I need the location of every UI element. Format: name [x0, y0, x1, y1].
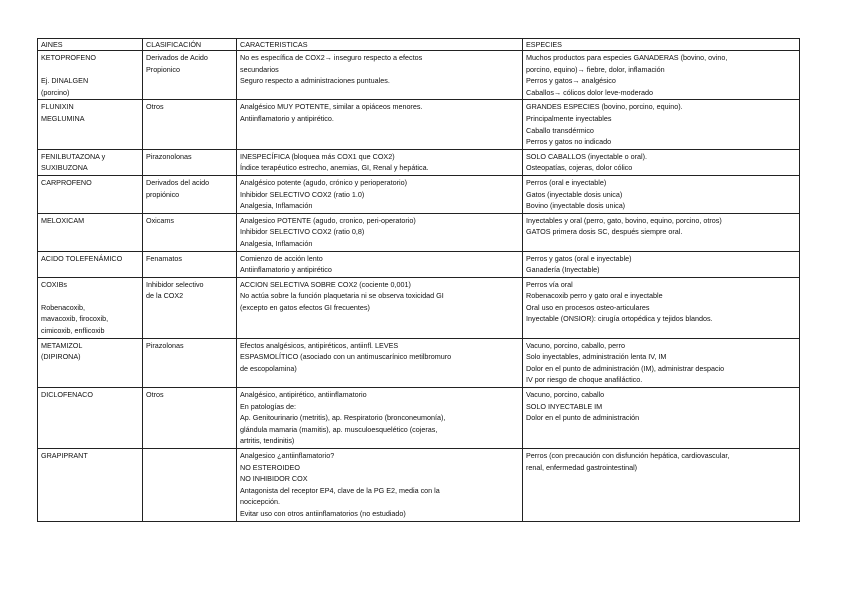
cell-clasificacion [143, 100, 237, 149]
cell-aines [38, 100, 143, 149]
cell-line: Oral uso en procesos osteo-articulares [526, 302, 650, 312]
cell-line: Perros y gatos→ analgésico [526, 76, 616, 86]
cell-line: Pirazolonas [146, 340, 184, 350]
cell-line: ESPASMOLÍTICO (asociado con un antimuscarínico metilbromuro [240, 352, 452, 362]
cell-line: Pirazonolonas [146, 151, 192, 161]
cell-line: propiónico [146, 189, 180, 199]
cell-line: (DIPIRONA) [41, 352, 81, 362]
cell-line: Inhibidor SELECTIVO COX2 (ratio 1.0) [240, 189, 365, 199]
header-clasificacion: CLASIFICACIÓN [143, 39, 237, 51]
cell-line: Analgésico potente (agudo, crónico y perioperatorio) [240, 177, 408, 187]
cell-line: Perros y gatos (oral e inyectable) [526, 253, 632, 263]
cell-line: de escopolamina) [240, 363, 297, 373]
cell-line: Analgesico ¿antiinflamatorio? [240, 451, 335, 460]
cell-line: En patologías de: [240, 401, 296, 411]
cell-line: Caballos→ cólicos dolor leve-moderado [526, 87, 654, 97]
cell-line: (excepto en gatos efectos GI frecuentes) [240, 302, 370, 312]
cell-caracteristicas [237, 213, 523, 251]
cell-line: NO INHIBIDOR COX [240, 474, 308, 484]
cell-line: Seguro respecto a administraciones puntuales. [240, 76, 390, 86]
cell-line: DICLOFENACO [41, 390, 93, 400]
cell-line: Dolor en el punto de administración (IM), administrar despacio [526, 363, 725, 373]
cell-clasificacion [143, 149, 237, 175]
cell-line: MEGLUMINA [41, 113, 85, 123]
cell-line: Dolor en el punto de administración [526, 413, 640, 423]
cell-line: Antagonista del receptor EP4, clave de la PG E2, media con la [240, 485, 440, 495]
cell-line: Vacuno, porcino, caballo, perro [526, 340, 625, 350]
cell-line: Inyectables y oral (perro, gato, bovino, equino, porcino, otros) [526, 215, 722, 225]
cell-aines [38, 277, 143, 338]
cell-line: FENILBUTAZONA y [41, 151, 106, 161]
cell-caracteristicas [237, 251, 523, 277]
table-row [38, 449, 800, 522]
cell-line: No actúa sobre la función plaquetaria ni se observa toxicidad GI [240, 291, 444, 301]
table-row [38, 100, 800, 149]
cell-line: Derivados de Acido [146, 53, 208, 62]
cell-line: glándula mamaria (mamitis), ap. musculoesquelético (cojeras, [240, 424, 438, 434]
cell-aines [38, 251, 143, 277]
cell-line: artritis, tendinitis) [240, 436, 295, 446]
cell-line: COXIBs [41, 279, 67, 289]
cell-line: Antiinflamatorio y antipirético. [240, 113, 334, 123]
cell-line: FLUNIXIN [41, 102, 74, 112]
table-row [38, 149, 800, 175]
cell-line: No es específica de COX2→ inseguro respecto a efectos [240, 53, 423, 62]
cell-line: mavacoxib, firocoxib, [41, 314, 109, 324]
cell-caracteristicas [237, 388, 523, 449]
cell-line: Osteopatías, cojeras, dolor cólico [526, 163, 633, 173]
cell-line: Perros (oral e inyectable) [526, 177, 607, 187]
table-row [38, 277, 800, 338]
cell-line: GRAPIPRANT [41, 451, 88, 460]
cell-line [41, 64, 139, 76]
cell-line: Bovino (inyectable dosis unica) [526, 201, 626, 211]
cell-line: Perros (con precaución con disfunción hepática, cardiovascular, [526, 451, 730, 460]
cell-especies [523, 175, 800, 213]
cell-line: porcino, equino)→ fiebre, dolor, inflamación [526, 64, 665, 74]
cell-line: SOLO INYECTABLE IM [526, 401, 603, 411]
cell-especies [523, 51, 800, 100]
cell-especies [523, 100, 800, 149]
table-row [38, 388, 800, 449]
cell-line: Vacuno, porcino, caballo [526, 390, 605, 400]
table-row [38, 338, 800, 387]
header-especies: ESPECIES [523, 39, 800, 51]
cell-line: IV por riesgo de choque anafiláctico. [526, 375, 643, 385]
cell-line: SOLO CABALLOS (inyectable o oral). [526, 151, 648, 161]
cell-line: renal, enfermedad gastrointestinal) [526, 462, 638, 472]
table-body [38, 51, 800, 522]
header-aines: AINES [38, 39, 143, 51]
cell-aines [38, 338, 143, 387]
cell-line: ACIDO TOLEFENÁMICO [41, 253, 123, 263]
cell-line: Analgesico POTENTE (agudo, cronico, peri-operatorio) [240, 215, 416, 225]
cell-especies [523, 213, 800, 251]
cell-line: Ganadería (Inyectable) [526, 265, 600, 275]
cell-caracteristicas [237, 175, 523, 213]
cell-especies [523, 449, 800, 522]
nsaid-table [37, 38, 800, 522]
cell-line: Solo inyectables, administración lenta IV, IM [526, 352, 667, 362]
cell-line: Caballo transdérmico [526, 125, 594, 135]
cell-line: NO ESTEROIDEO [240, 462, 300, 472]
cell-line: Robenacoxib perro y gato oral e inyectable [526, 291, 663, 301]
table-row [38, 51, 800, 100]
cell-line: Analgésico MUY POTENTE, similar a opiáceos menores. [240, 102, 423, 112]
cell-especies [523, 388, 800, 449]
cell-caracteristicas [237, 51, 523, 100]
cell-line: MELOXICAM [41, 215, 85, 225]
cell-line: Analgésico, antipirético, antiinflamatorio [240, 390, 367, 400]
cell-clasificacion [143, 277, 237, 338]
cell-line: Ej. DINALGEN [41, 76, 89, 86]
cell-line: Antiinflamatorio y antipirético [240, 265, 332, 275]
cell-especies [523, 338, 800, 387]
cell-line: KETOPROFENO [41, 53, 96, 62]
cell-line [41, 290, 139, 302]
cell-aines [38, 51, 143, 100]
cell-line: Otros [146, 102, 164, 112]
cell-clasificacion [143, 449, 237, 522]
cell-line: Oxicams [146, 215, 174, 225]
cell-line: Evitar uso con otros antiinflamatorios (no estudiado) [240, 508, 406, 518]
cell-line: de la COX2 [146, 291, 184, 301]
cell-aines [38, 175, 143, 213]
cell-clasificacion [143, 213, 237, 251]
header-row [38, 39, 800, 51]
cell-clasificacion [143, 175, 237, 213]
cell-especies [523, 277, 800, 338]
cell-line: Robenacoxib, [41, 302, 85, 312]
cell-especies [523, 149, 800, 175]
table-row [38, 175, 800, 213]
cell-line: cimicoxib, enflicoxib [41, 326, 105, 336]
cell-line: Ap. Genitourinario (metritis), ap. Respiratorio (bronconeumonía), [240, 413, 446, 423]
cell-line: Propionico [146, 64, 180, 74]
cell-line: METAMIZOL [41, 340, 83, 350]
cell-line: ACCION SELECTIVA SOBRE COX2 (cociente 0,001) [240, 279, 411, 289]
cell-especies [523, 251, 800, 277]
cell-caracteristicas [237, 277, 523, 338]
cell-line: Inhibidor selectivo [146, 279, 204, 289]
cell-line: (porcino) [41, 87, 70, 97]
cell-line: Analgesia, Inflamación [240, 201, 313, 211]
cell-line: CARPROFENO [41, 177, 92, 187]
cell-line: Analgesia, Inflamación [240, 238, 313, 248]
cell-line: Gatos (inyectable dosis unica) [526, 189, 623, 199]
cell-clasificacion [143, 251, 237, 277]
cell-line: Inyectable (ONSIOR): cirugía ortopédica y tejidos blandos. [526, 314, 713, 324]
cell-line: GATOS primera dosis SC, después siempre oral. [526, 227, 683, 237]
table-row [38, 213, 800, 251]
cell-line: Efectos analgésicos, antipiréticos, antiinfl. LEVES [240, 340, 399, 350]
cell-aines [38, 449, 143, 522]
cell-line: GRANDES ESPECIES (bovino, porcino, equino). [526, 102, 683, 112]
cell-clasificacion [143, 51, 237, 100]
header-caracteristicas: CARACTERISTICAS [237, 39, 523, 51]
cell-line: Otros [146, 390, 164, 400]
cell-line: nocicepción. [240, 497, 280, 507]
cell-line: Inhibidor SELECTIVO COX2 (ratio 0,8) [240, 227, 365, 237]
cell-line: SUXIBUZONA [41, 163, 88, 173]
cell-line: Muchos productos para especies GANADERAS (bovino, ovino, [526, 53, 728, 62]
cell-line: Fenamatos [146, 253, 182, 263]
cell-line: Perros vía oral [526, 279, 573, 289]
cell-caracteristicas [237, 100, 523, 149]
cell-clasificacion [143, 338, 237, 387]
cell-caracteristicas [237, 338, 523, 387]
cell-line: Principalmente inyectables [526, 113, 612, 123]
cell-caracteristicas [237, 149, 523, 175]
cell-line: Comienzo de acción lento [240, 253, 323, 263]
cell-aines [38, 149, 143, 175]
table-row [38, 251, 800, 277]
cell-line: Perros y gatos no indicado [526, 137, 612, 147]
cell-clasificacion [143, 388, 237, 449]
cell-aines [38, 388, 143, 449]
cell-caracteristicas [237, 449, 523, 522]
cell-aines [38, 213, 143, 251]
cell-line: secundarios [240, 64, 279, 74]
cell-line: Derivados del acido [146, 177, 210, 187]
cell-line: INESPECÍFICA (bloquea más COX1 que COX2) [240, 151, 395, 161]
cell-line: Índice terapéutico estrecho, anemias, GI, Renal y hepática. [240, 163, 429, 173]
